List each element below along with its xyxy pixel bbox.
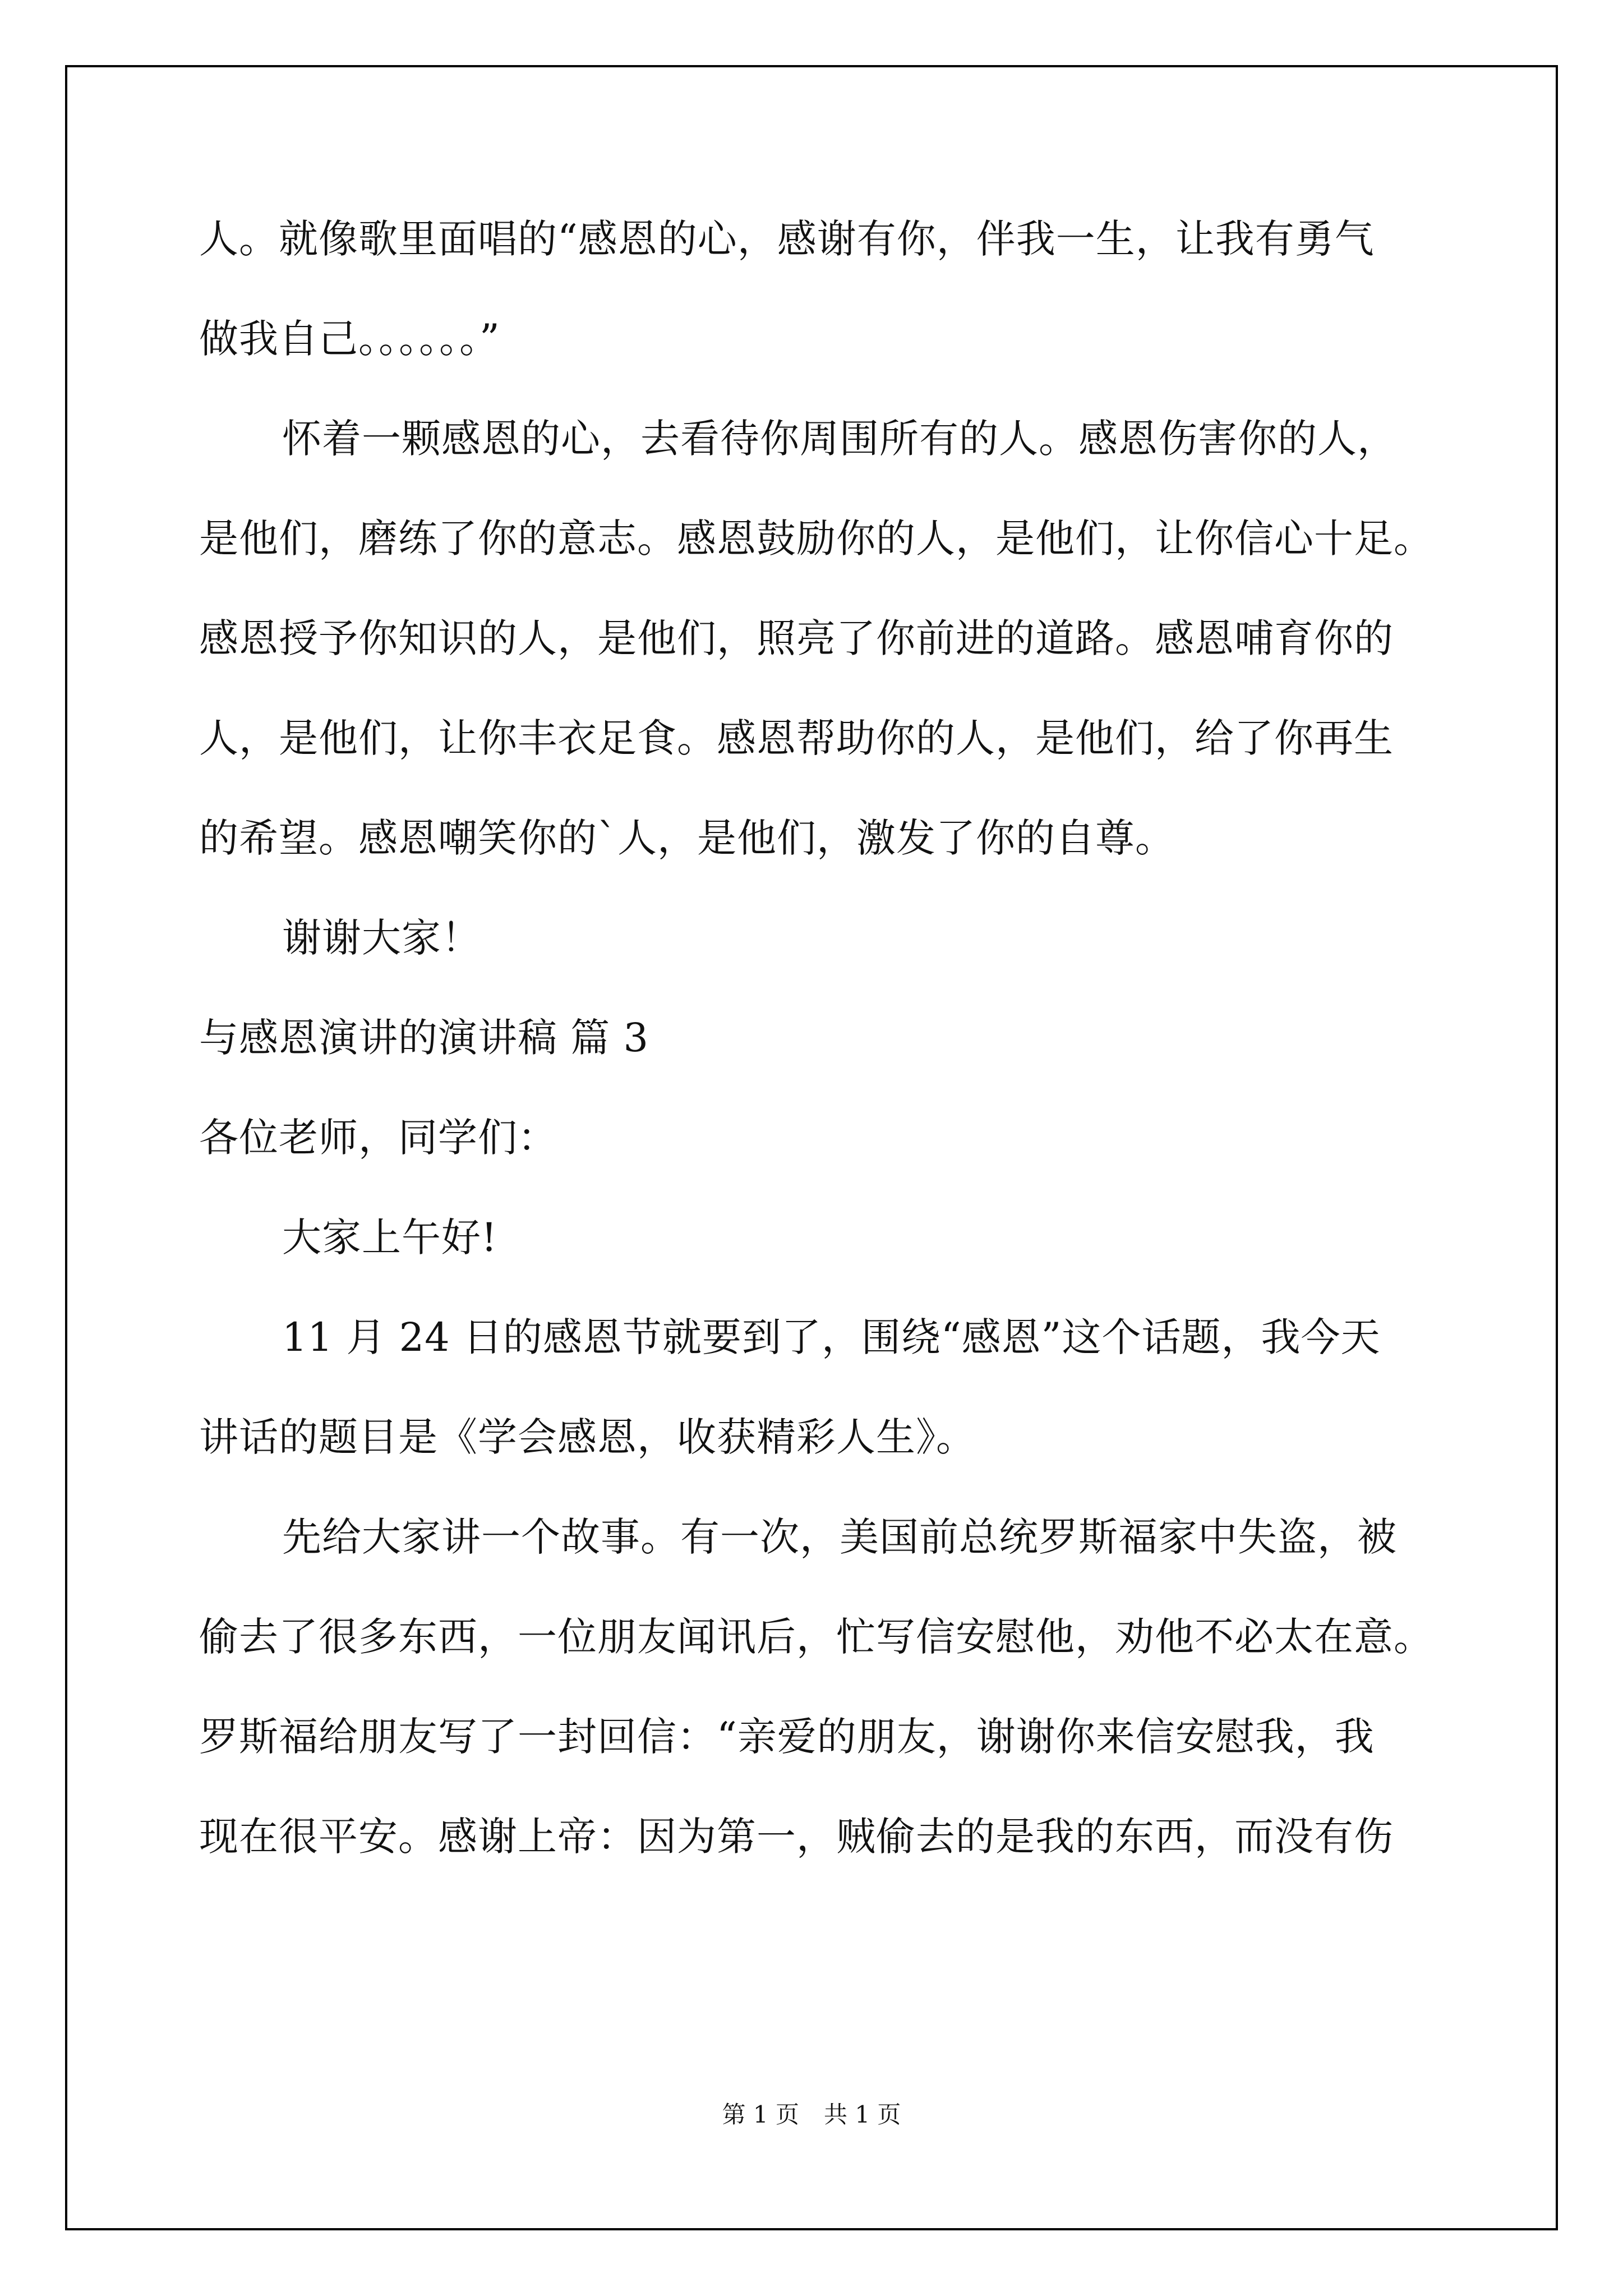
text-line-15: 偷去了很多东西，一位朋友闻讯后，忙写信安慰他，劝他不必太在意。 [199, 1614, 1433, 1660]
page-total: 共 1 页 [824, 2101, 901, 2128]
text-line-8: 谢谢大家！ [282, 915, 481, 961]
text-line-5: 感恩授予你知识的人，是他们，照亮了你前进的道路。感恩哺育你的 [199, 615, 1394, 661]
text-line-4: 是他们，磨练了你的意志。感恩鼓励你的人，是他们，让你信心十足。 [199, 516, 1433, 562]
text-line-13: 讲话的题目是《学会感恩，收获精彩人生》。 [199, 1414, 976, 1460]
text-line-14: 先给大家讲一个故事。有一次，美国前总统罗斯福家中失盗，被 [282, 1514, 1397, 1560]
text-line-6: 人，是他们，让你丰衣足食。感恩帮助你的人，是他们，给了你再生 [199, 715, 1394, 761]
text-line-16: 罗斯福给朋友写了一封回信：“亲爱的朋友，谢谢你来信安慰我，我 [199, 1714, 1375, 1760]
text-line-2: 做我自己。。。。。。” [199, 316, 500, 362]
salutation: 各位老师，同学们： [199, 1115, 557, 1161]
page-footer [0, 2098, 1623, 2132]
text-line-7: 的希望。感恩嘲笑你的`人，是他们，激发了你的自尊。 [199, 815, 1175, 861]
text-line-12: 11 月 24 日的感恩节就要到了，围绕“感恩”这个话题，我今天 [282, 1314, 1381, 1360]
text-line-1: 人。就像歌里面唱的“感恩的心，感谢有你，伴我一生，让我有勇气 [199, 216, 1375, 262]
greeting: 大家上午好! [282, 1214, 498, 1260]
section-heading: 与感恩演讲的演讲稿 篇 3 [199, 1015, 649, 1061]
text-line-17: 现在很平安。感谢上帝：因为第一，贼偷去的是我的东西，而没有伤 [199, 1814, 1394, 1860]
text-line-3: 怀着一颗感恩的心，去看待你周围所有的人。感恩伤害你的人， [282, 416, 1397, 462]
page-current: 第 1 页 [722, 2101, 799, 2128]
